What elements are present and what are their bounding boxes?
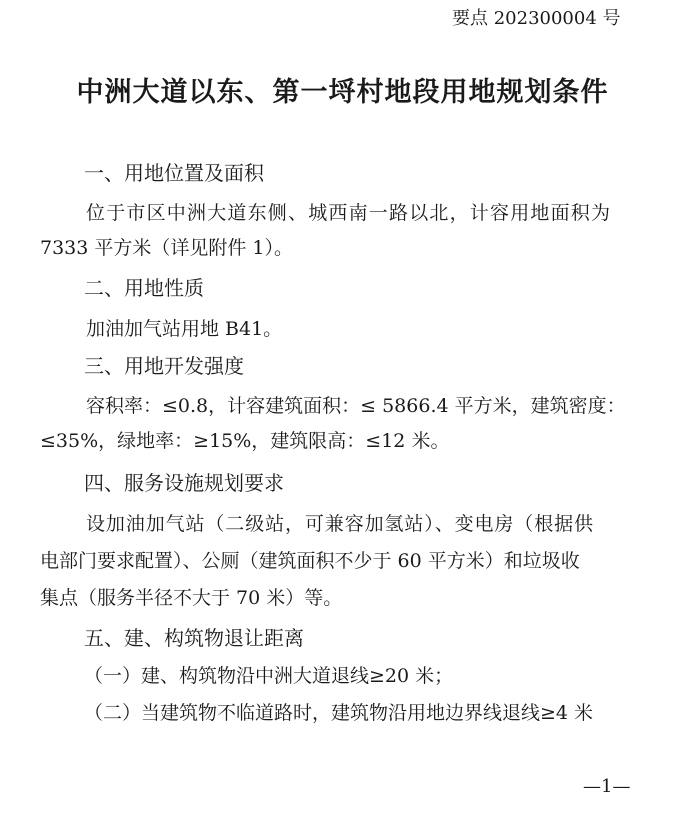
document-title: 中洲大道以东、第一埒村地段用地规划条件 [76, 77, 609, 108]
document-reference-number: 要点 202300004 号 [452, 8, 621, 29]
section-paragraph-line: （一）建、构筑物沿中洲大道退线≥20 米； [84, 665, 454, 687]
section-heading-land-use: 二、用地性质 [84, 276, 204, 300]
section-heading-development-intensity: 三、用地开发强度 [84, 354, 244, 378]
section-paragraph-line: 加油加气站用地 B41。 [86, 318, 283, 340]
section-paragraph-line: ≤35%，绿地率：≥15%，建筑限高：≤12 米。 [40, 430, 450, 452]
section-heading-location-area: 一、用地位置及面积 [84, 161, 264, 185]
section-heading-service-facilities: 四、服务设施规划要求 [84, 471, 284, 495]
section-paragraph-line: （二）当建筑物不临道路时，建筑物沿用地边界线退线≥4 米 [84, 702, 594, 724]
section-paragraph-line: 容积率：≤0.8，计容建筑面积：≤ 5866.4 平方米，建筑密度： [86, 395, 626, 417]
section-paragraph-line: 电部门要求配置）、公厕（建筑面积不少于 60 平方米）和垃圾收 [40, 550, 580, 572]
section-paragraph-line: 位于市区中洲大道东侧、城西南一路以北，计容用地面积为 [86, 202, 612, 224]
section-paragraph-line: 7333 平方米（详见附件 1）。 [40, 237, 294, 259]
section-paragraph-line: 设加油加气站（二级站，可兼容加氢站）、变电房（根据供 [86, 513, 594, 535]
page-number: —1— [583, 776, 631, 797]
section-paragraph-line: 集点（服务半径不大于 70 米）等。 [40, 587, 343, 609]
section-heading-setback-distance: 五、建、构筑物退让距离 [84, 626, 304, 650]
